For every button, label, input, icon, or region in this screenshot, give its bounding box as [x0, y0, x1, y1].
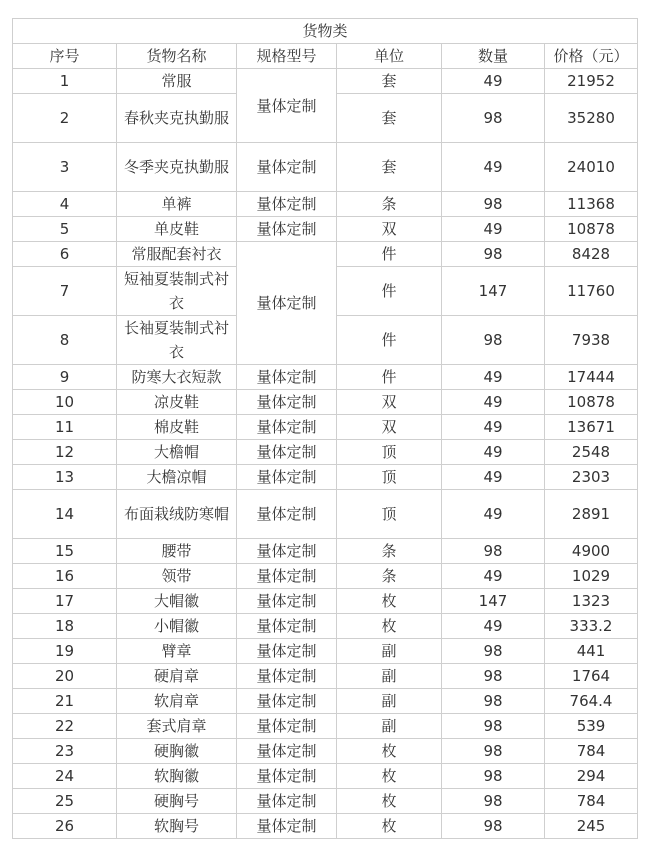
- cell-qty: 98: [442, 764, 545, 789]
- cell-name: 腰带: [117, 539, 237, 564]
- cell-qty: 49: [442, 143, 545, 192]
- table-row: [13, 242, 638, 267]
- cell-no: 15: [13, 539, 117, 564]
- table-title: 货物类: [13, 19, 638, 44]
- cell-no: 11: [13, 415, 117, 440]
- cell-unit: 件: [337, 267, 442, 316]
- cell-unit: 副: [337, 689, 442, 714]
- cell-qty: 49: [442, 614, 545, 639]
- cell-qty: 98: [442, 94, 545, 143]
- cell-qty: 49: [442, 465, 545, 490]
- cell-unit: 枚: [337, 589, 442, 614]
- header-price: 价格（元）: [545, 44, 638, 69]
- cell-price: 441: [545, 639, 638, 664]
- cell-no: 16: [13, 564, 117, 589]
- cell-unit: 枚: [337, 739, 442, 764]
- cell-name: 软肩章: [117, 689, 237, 714]
- cell-spec: 量体定制: [237, 490, 337, 539]
- cell-price: 35280: [545, 94, 638, 143]
- cell-no: 24: [13, 764, 117, 789]
- cell-spec: 量体定制: [237, 242, 337, 365]
- header-unit: 单位: [337, 44, 442, 69]
- goods-table: [12, 18, 638, 839]
- cell-qty: 98: [442, 664, 545, 689]
- table-row: [13, 390, 638, 415]
- cell-unit: 条: [337, 539, 442, 564]
- cell-name: 凉皮鞋: [117, 390, 237, 415]
- cell-unit: 枚: [337, 614, 442, 639]
- cell-unit: 双: [337, 390, 442, 415]
- cell-no: 26: [13, 814, 117, 839]
- cell-price: 1764: [545, 664, 638, 689]
- cell-price: 2891: [545, 490, 638, 539]
- cell-spec: 量体定制: [237, 415, 337, 440]
- header-no: 序号: [13, 44, 117, 69]
- cell-unit: 副: [337, 714, 442, 739]
- cell-price: 8428: [545, 242, 638, 267]
- cell-name: 防寒大衣短款: [117, 365, 237, 390]
- cell-unit: 件: [337, 316, 442, 365]
- cell-price: 333.2: [545, 614, 638, 639]
- cell-spec: 量体定制: [237, 143, 337, 192]
- cell-name: 硬肩章: [117, 664, 237, 689]
- cell-qty: 49: [442, 390, 545, 415]
- cell-spec: 量体定制: [237, 739, 337, 764]
- cell-price: 7938: [545, 316, 638, 365]
- table-row: [13, 614, 638, 639]
- table-row: [13, 415, 638, 440]
- table-row: [13, 365, 638, 390]
- cell-price: 2548: [545, 440, 638, 465]
- cell-spec: 量体定制: [237, 714, 337, 739]
- cell-unit: 条: [337, 564, 442, 589]
- cell-spec: 量体定制: [237, 689, 337, 714]
- cell-name: 领带: [117, 564, 237, 589]
- table-row: [13, 639, 638, 664]
- cell-name: 大檐帽: [117, 440, 237, 465]
- cell-no: 20: [13, 664, 117, 689]
- cell-spec: 量体定制: [237, 365, 337, 390]
- cell-price: 4900: [545, 539, 638, 564]
- cell-price: 13671: [545, 415, 638, 440]
- cell-unit: 顶: [337, 465, 442, 490]
- cell-no: 23: [13, 739, 117, 764]
- cell-price: 2303: [545, 465, 638, 490]
- table-row: [13, 689, 638, 714]
- table-row: [13, 69, 638, 94]
- cell-unit: 双: [337, 415, 442, 440]
- cell-no: 18: [13, 614, 117, 639]
- cell-name: 大帽徽: [117, 589, 237, 614]
- cell-spec: 量体定制: [237, 465, 337, 490]
- cell-price: 17444: [545, 365, 638, 390]
- cell-qty: 49: [442, 490, 545, 539]
- cell-qty: 49: [442, 217, 545, 242]
- cell-price: 1029: [545, 564, 638, 589]
- cell-price: 11760: [545, 267, 638, 316]
- cell-no: 4: [13, 192, 117, 217]
- cell-price: 10878: [545, 217, 638, 242]
- cell-no: 7: [13, 267, 117, 316]
- cell-name: 长袖夏装制式衬衣: [117, 316, 237, 365]
- cell-spec: 量体定制: [237, 440, 337, 465]
- cell-spec: 量体定制: [237, 664, 337, 689]
- cell-no: 22: [13, 714, 117, 739]
- cell-spec: 量体定制: [237, 764, 337, 789]
- table-header-row: [13, 44, 638, 69]
- cell-spec: 量体定制: [237, 539, 337, 564]
- cell-no: 2: [13, 94, 117, 143]
- cell-qty: 98: [442, 539, 545, 564]
- cell-unit: 套: [337, 94, 442, 143]
- cell-name: 软胸徽: [117, 764, 237, 789]
- cell-qty: 98: [442, 242, 545, 267]
- table-row: [13, 143, 638, 192]
- cell-name: 软胸号: [117, 814, 237, 839]
- cell-unit: 件: [337, 242, 442, 267]
- cell-price: 24010: [545, 143, 638, 192]
- cell-name: 小帽徽: [117, 614, 237, 639]
- cell-no: 12: [13, 440, 117, 465]
- cell-price: 11368: [545, 192, 638, 217]
- cell-name: 棉皮鞋: [117, 415, 237, 440]
- table-container: [12, 18, 638, 839]
- cell-name: 常服: [117, 69, 237, 94]
- cell-qty: 147: [442, 267, 545, 316]
- table-row: [13, 539, 638, 564]
- cell-price: 245: [545, 814, 638, 839]
- cell-qty: 98: [442, 814, 545, 839]
- cell-no: 10: [13, 390, 117, 415]
- cell-name: 春秋夹克执勤服: [117, 94, 237, 143]
- cell-qty: 49: [442, 415, 545, 440]
- cell-price: 784: [545, 789, 638, 814]
- cell-unit: 枚: [337, 814, 442, 839]
- table-row: [13, 192, 638, 217]
- table-title-row: [13, 19, 638, 44]
- header-qty: 数量: [442, 44, 545, 69]
- cell-name: 单皮鞋: [117, 217, 237, 242]
- table-row: [13, 739, 638, 764]
- header-spec: 规格型号: [237, 44, 337, 69]
- table-row: [13, 814, 638, 839]
- cell-unit: 副: [337, 639, 442, 664]
- cell-name: 套式肩章: [117, 714, 237, 739]
- cell-spec: 量体定制: [237, 589, 337, 614]
- table-row: [13, 440, 638, 465]
- cell-qty: 49: [442, 440, 545, 465]
- cell-name: 硬胸徽: [117, 739, 237, 764]
- cell-no: 14: [13, 490, 117, 539]
- cell-no: 25: [13, 789, 117, 814]
- table-row: [13, 664, 638, 689]
- table-row: [13, 764, 638, 789]
- cell-unit: 枚: [337, 764, 442, 789]
- cell-price: 294: [545, 764, 638, 789]
- cell-price: 784: [545, 739, 638, 764]
- cell-unit: 顶: [337, 440, 442, 465]
- cell-no: 19: [13, 639, 117, 664]
- cell-qty: 98: [442, 714, 545, 739]
- cell-no: 1: [13, 69, 117, 94]
- cell-no: 6: [13, 242, 117, 267]
- cell-spec: 量体定制: [237, 192, 337, 217]
- cell-name: 布面栽绒防寒帽: [117, 490, 237, 539]
- cell-price: 1323: [545, 589, 638, 614]
- cell-name: 短袖夏装制式衬衣: [117, 267, 237, 316]
- cell-price: 10878: [545, 390, 638, 415]
- cell-name: 硬胸号: [117, 789, 237, 814]
- cell-no: 21: [13, 689, 117, 714]
- cell-qty: 98: [442, 789, 545, 814]
- cell-unit: 件: [337, 365, 442, 390]
- cell-spec: 量体定制: [237, 614, 337, 639]
- cell-qty: 147: [442, 589, 545, 614]
- cell-no: 5: [13, 217, 117, 242]
- cell-spec: 量体定制: [237, 390, 337, 415]
- cell-qty: 98: [442, 689, 545, 714]
- cell-spec: 量体定制: [237, 217, 337, 242]
- cell-unit: 顶: [337, 490, 442, 539]
- cell-price: 539: [545, 714, 638, 739]
- cell-no: 3: [13, 143, 117, 192]
- cell-no: 13: [13, 465, 117, 490]
- table-row: [13, 465, 638, 490]
- cell-spec: 量体定制: [237, 69, 337, 143]
- cell-name: 大檐凉帽: [117, 465, 237, 490]
- cell-no: 17: [13, 589, 117, 614]
- table-row: [13, 589, 638, 614]
- cell-price: 21952: [545, 69, 638, 94]
- cell-spec: 量体定制: [237, 564, 337, 589]
- cell-no: 9: [13, 365, 117, 390]
- cell-qty: 98: [442, 316, 545, 365]
- cell-name: 单裤: [117, 192, 237, 217]
- header-name: 货物名称: [117, 44, 237, 69]
- cell-qty: 49: [442, 365, 545, 390]
- cell-unit: 副: [337, 664, 442, 689]
- cell-spec: 量体定制: [237, 639, 337, 664]
- cell-name: 冬季夹克执勤服: [117, 143, 237, 192]
- cell-qty: 49: [442, 564, 545, 589]
- cell-name: 常服配套衬衣: [117, 242, 237, 267]
- cell-unit: 条: [337, 192, 442, 217]
- table-row: [13, 564, 638, 589]
- cell-spec: 量体定制: [237, 789, 337, 814]
- cell-spec: 量体定制: [237, 814, 337, 839]
- table-row: [13, 217, 638, 242]
- cell-price: 764.4: [545, 689, 638, 714]
- table-row: [13, 490, 638, 539]
- cell-unit: 枚: [337, 789, 442, 814]
- cell-qty: 49: [442, 69, 545, 94]
- cell-qty: 98: [442, 192, 545, 217]
- cell-no: 8: [13, 316, 117, 365]
- cell-unit: 套: [337, 69, 442, 94]
- table-row: [13, 789, 638, 814]
- cell-qty: 98: [442, 639, 545, 664]
- cell-name: 臂章: [117, 639, 237, 664]
- table-row: [13, 714, 638, 739]
- cell-unit: 双: [337, 217, 442, 242]
- cell-unit: 套: [337, 143, 442, 192]
- cell-qty: 98: [442, 739, 545, 764]
